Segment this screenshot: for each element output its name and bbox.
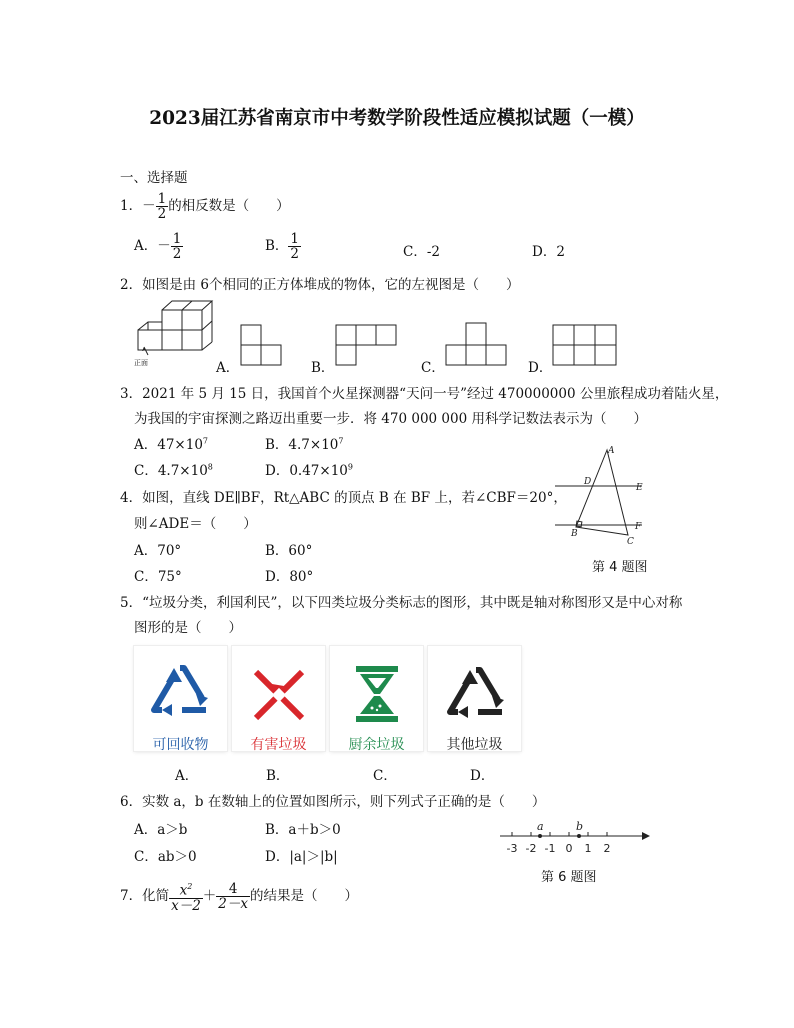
question-2: 2．如图是由 6个相同的正方体堆成的物体，它的左视图是（ ） xyxy=(120,277,520,293)
q4-point-e: E xyxy=(636,483,643,493)
q1-fraction xyxy=(156,192,169,221)
q3-d-text: D．0.47×10 xyxy=(265,463,348,479)
q3-d-exp: 9 xyxy=(347,462,353,472)
question-5-line2: 图形的是（ ） xyxy=(134,620,242,636)
q6-option-d: D．|a|＞|b| xyxy=(265,849,338,865)
q6-tick-label: 1 xyxy=(584,842,592,855)
q6-option-c: C．ab＞0 xyxy=(134,849,197,865)
q6-option-a: A．a＞b xyxy=(134,822,188,838)
q3-b-exp: 7 xyxy=(338,436,344,446)
q7-fraction-2 xyxy=(216,882,250,911)
q1-b-den: 2 xyxy=(290,246,300,262)
q1-option-c: C．-2 xyxy=(403,244,440,260)
q4-point-b: B xyxy=(571,529,578,539)
q7-num-2: 4 xyxy=(216,882,250,897)
q2-solid-figure xyxy=(134,297,224,369)
q7-den-1: x－2 xyxy=(171,897,201,914)
question-4-line1: 4．如图，直线 DE∥BF，Rt△ABC 的顶点 B 在 BF 上，若∠CBF＝20°， xyxy=(120,490,567,506)
question-1 xyxy=(120,192,290,221)
q6-point-b: b xyxy=(576,820,584,833)
q1-a-label: A． xyxy=(134,238,158,254)
q6-tick-label: -3 xyxy=(506,842,518,855)
q2-option-c-view xyxy=(445,322,509,368)
question-7 xyxy=(120,880,358,913)
question-6: 6．实数 a，b 在数轴上的位置如图所示，则下列式子正确的是（ ） xyxy=(120,794,546,810)
question-3-line1: 3．2021 年 5 月 15 日，我国首个火星探测器“天问一号”经过 470000000 公里旅程成功着陆火星， xyxy=(120,386,729,402)
q6-tick-label: 0 xyxy=(565,842,573,855)
recycle-icon xyxy=(134,646,227,734)
q6-tick-label: -1 xyxy=(544,842,556,855)
q2-front-label: 正面 xyxy=(134,359,148,367)
q2-option-a-label: A． xyxy=(216,360,240,376)
q4-option-c: C．75° xyxy=(134,569,182,585)
q1-frac-num: 1 xyxy=(157,191,167,207)
q1-minus: － xyxy=(142,198,156,214)
q3-option-a xyxy=(134,433,208,453)
q1-text: 的相反数是（ ） xyxy=(168,198,290,214)
question-5-line1: 5．“垃圾分类，利国利民”，以下四类垃圾分类标志的图形，其中既是轴对称图形又是中心对称 xyxy=(120,595,683,611)
q5-option-b: B． xyxy=(266,768,290,784)
question-3-line2: 为我国的宇宙探测之路迈出重要一步．将 470 000 000 用科学记数法表示为（ ） xyxy=(134,411,647,427)
q6-number-line xyxy=(496,818,652,858)
q2-option-d-label: D． xyxy=(528,360,553,376)
q6-point-a: a xyxy=(537,820,544,833)
q1-option-b xyxy=(265,232,301,261)
q3-a-exp: 7 xyxy=(202,436,209,446)
question-4-line2: 则∠ADE＝（ ） xyxy=(134,516,257,532)
hazardous-label: 有害垃圾 xyxy=(250,737,307,751)
q4-figure-caption: 第 4 题图 xyxy=(592,560,648,575)
q1-b-num: 1 xyxy=(290,231,300,247)
other-waste-label: 其他垃圾 xyxy=(446,737,503,751)
recyclable-label: 可回收物 xyxy=(152,737,209,751)
q4-option-b: B．60° xyxy=(265,543,313,559)
q5-option-a: A． xyxy=(175,768,199,784)
q6-tick-label: 2 xyxy=(603,842,611,855)
hourglass-icon xyxy=(330,646,423,734)
q7-num-1-exp: 2 xyxy=(187,882,193,891)
q7-num-1 xyxy=(169,880,203,899)
q1-frac-den: 2 xyxy=(157,206,167,222)
q7-fraction-1 xyxy=(169,880,203,913)
q1-option-d: D．2 xyxy=(532,244,565,260)
q4-geometry-figure xyxy=(550,440,660,550)
q3-b-text: B．4.7×10 xyxy=(265,437,339,453)
kitchen-waste-card xyxy=(330,646,423,751)
q2-option-b-label: B． xyxy=(311,360,335,376)
q5-option-c: C． xyxy=(373,768,397,784)
q1-a-num: 1 xyxy=(172,231,182,247)
q3-c-exp: 8 xyxy=(207,462,213,472)
q2-option-a-view xyxy=(240,324,282,368)
q6-tick-label: -2 xyxy=(525,842,537,855)
section-heading: 一、选择题 xyxy=(120,170,188,186)
hazardous-card xyxy=(232,646,325,751)
recyclable-card xyxy=(134,646,227,751)
q1-option-a xyxy=(134,232,183,261)
q4-point-a: A xyxy=(608,446,615,456)
q3-option-b xyxy=(265,433,343,453)
hazardous-icon xyxy=(232,646,325,734)
q6-figure-caption: 第 6 题图 xyxy=(541,870,597,885)
q1-b-fraction xyxy=(288,232,301,261)
q5-option-d: D． xyxy=(470,768,495,784)
page-title: 2023届江苏省南京市中考数学阶段性适应模拟试题（一模） xyxy=(149,108,645,129)
q4-option-d: D．80° xyxy=(265,569,314,585)
q7-den-2: 2－x xyxy=(218,895,248,912)
q7-lead: 7．化简 xyxy=(120,887,170,904)
q1-b-label: B． xyxy=(265,238,289,254)
q1-a-den: 2 xyxy=(172,246,182,262)
q3-a-text: A．47×10 xyxy=(134,437,203,453)
q1-a-minus: － xyxy=(157,238,171,254)
q2-option-b-view xyxy=(335,324,399,368)
q1-a-fraction xyxy=(171,232,184,261)
q3-c-text: C．4.7×10 xyxy=(134,463,208,479)
q2-option-d-view xyxy=(552,324,618,368)
q1-number: 1． xyxy=(120,198,143,214)
kitchen-waste-label: 厨余垃圾 xyxy=(348,737,405,751)
q4-option-a: A．70° xyxy=(134,543,182,559)
other-waste-card xyxy=(428,646,521,751)
q4-point-f: F xyxy=(635,522,642,532)
q7-num-1-base: x xyxy=(179,882,188,899)
q2-option-c-label: C． xyxy=(421,360,445,376)
q7-text: 的结果是（ ） xyxy=(250,887,358,904)
q3-option-d xyxy=(265,459,353,479)
other-waste-recycle-icon xyxy=(428,646,521,734)
q7-plus: ＋ xyxy=(202,887,217,904)
q4-point-d: D xyxy=(584,477,592,487)
q3-option-c xyxy=(134,459,213,479)
q6-option-b: B．a＋b＞0 xyxy=(265,822,341,838)
q4-point-c: C xyxy=(627,537,634,547)
